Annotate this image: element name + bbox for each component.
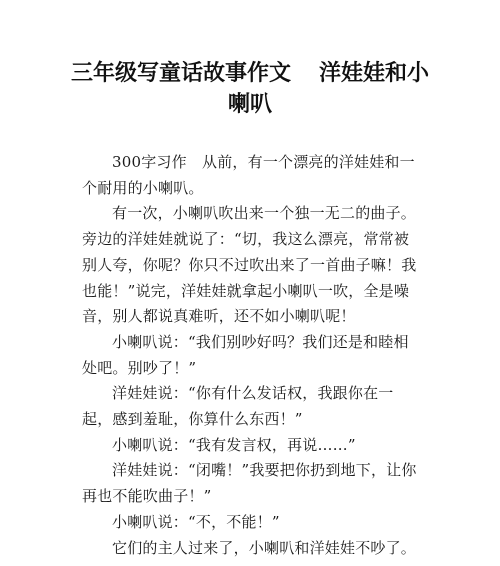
paragraph: 小喇叭说：“我有发言权，再说……” xyxy=(112,435,356,454)
paragraph: 小喇叭说：“不，不能！” xyxy=(112,512,280,531)
paragraph: 洋娃娃说：“闭嘴！”我要把你扔到地下，让你再也不能吹曲子！” xyxy=(82,461,417,506)
title-text-part2: 洋娃娃和小喇叭 xyxy=(227,61,430,117)
paragraph: 有一次，小喇叭吹出来一个独一无二的曲子。旁边的洋娃娃就说了：“切，我这么漂亮，常常被别人夸，你呢？你只不过吹出来了一首曲子嘛！我也能！”说完，洋娃娃就拿起小喇叭一吹，全是噪音，别人都说真难听，还不如小喇叭呢！ xyxy=(82,204,417,326)
paragraph: 小喇叭说：“我们别吵好吗？我们还是和睦相处吧。别吵了！” xyxy=(82,332,409,377)
document-title xyxy=(70,58,430,120)
paragraph: 300字习作 从前，有一个漂亮的洋娃娃和一个耐用的小喇叭。 xyxy=(82,153,415,197)
paragraph: 它们的主人过来了，小喇叭和洋娃娃不吵了。 xyxy=(112,538,417,557)
paragraph: 洋娃娃说：“你有什么发话权，我跟你在一起，感到羞耻，你算什么东西！” xyxy=(82,384,394,429)
document-body xyxy=(82,150,422,561)
title-text-part1: 三年级写童话故事作文 xyxy=(70,61,291,86)
